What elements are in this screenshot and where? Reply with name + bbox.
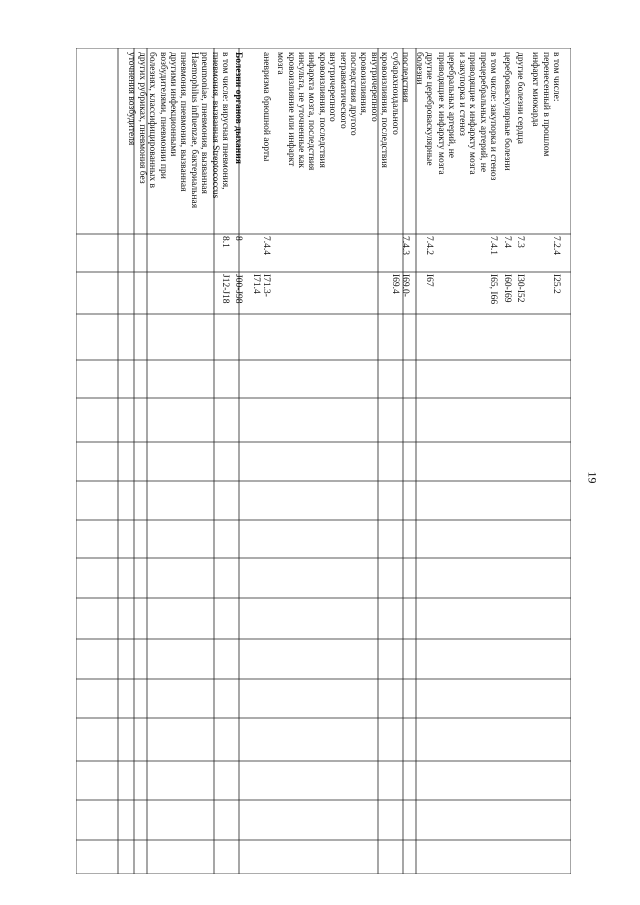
row-name-cell: другие болезни сердца bbox=[515, 52, 525, 144]
row-code-cell: I71.3- I71.4 bbox=[250, 274, 271, 297]
row-code-cell: I25.2 bbox=[551, 274, 561, 294]
row-name-cell: в том числе: вирусная пневмония, пневмония, вызванная Streptococcus pneumoniae, пневмония, вызванная Haemophilus influenzae, бактериальная пневмония, пневмония, вызванная другими инфекционными возбудителями, пневмонии при болезнях, классифицированных в других рубриках, пневмония без уточнения возбудителя bbox=[126, 52, 230, 209]
row-code-cell: I69.0- I69.4 bbox=[389, 274, 410, 297]
row-name-cell: последствия субарахноидального кровоизлияния, последствия внутричерепного кровоизлияния, последствия другого нетравматического внутричерепного кровоизлияния, последствия инфаркта мозга, последствия инсульта, не уточненные как кровоизлияние или инфаркт мозга bbox=[275, 52, 410, 171]
row-name-cell: Болезни органов дыхания bbox=[233, 52, 243, 164]
document-table bbox=[76, 48, 571, 874]
row-code-cell: I67 bbox=[424, 274, 434, 287]
row-name-cell: цереброваскулярные болезни bbox=[502, 52, 512, 171]
row-code-cell: I60-I69 bbox=[502, 274, 512, 303]
row-number-cell: 7.4.3 bbox=[400, 236, 410, 255]
row-code-cell: I30-I52 bbox=[515, 274, 525, 303]
row-number-cell: 7.2.4 bbox=[551, 236, 561, 255]
row-code-cell: J12-J18 bbox=[220, 274, 230, 304]
row-name-cell: другие цереброваскулярные болезни bbox=[413, 52, 434, 166]
page-number: 19 bbox=[585, 471, 600, 484]
row-code-cell: J00-J98 bbox=[233, 274, 243, 304]
table-text-layer bbox=[76, 48, 571, 874]
row-number-cell: 7.4 bbox=[502, 236, 512, 248]
row-code-cell: I65, I66 bbox=[488, 274, 498, 305]
row-name-cell: в том числе: закупорка и стеноз прецеребральных артерий, не приводящие к инфаркту мозга и закупорка и стеноз церебральных артерий, не приводящие к инфаркту мозга bbox=[435, 52, 498, 181]
row-name-cell: в том числе: перенесенный в прошлом инфаркт миокарда bbox=[530, 52, 561, 157]
row-number-cell: 8 bbox=[233, 236, 243, 241]
row-name-cell: аневризма брюшной аорты bbox=[261, 52, 271, 162]
row-number-cell: 7.4.2 bbox=[424, 236, 434, 255]
row-number-cell: 7.4.4 bbox=[261, 236, 271, 255]
row-number-cell: 7.3 bbox=[515, 236, 525, 248]
row-number-cell: 7.4.1 bbox=[488, 236, 498, 255]
row-number-cell: 8.1 bbox=[220, 236, 230, 248]
